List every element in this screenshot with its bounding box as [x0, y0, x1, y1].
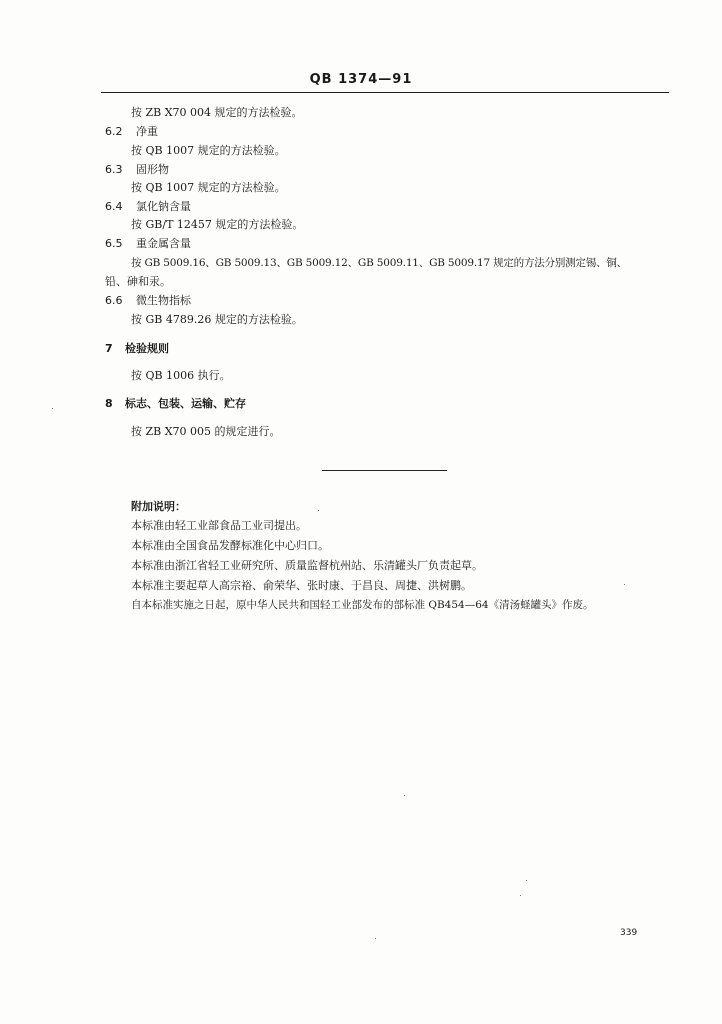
notes-line: 本标准主要起草人高宗裕、俞荣华、张时康、于昌良、周捷、洪树鹏。	[131, 579, 472, 592]
section-text: 按 ZB X70 004 规定的方法检验。	[131, 106, 303, 119]
notes-title: 附加说明：	[131, 500, 186, 513]
section-number: 6.3	[105, 163, 123, 176]
section-text: 铅、砷和汞。	[105, 275, 171, 288]
section-text: 按 QB 1007 规定的方法检验。	[131, 181, 286, 194]
separator-rule	[322, 470, 447, 471]
standard-code-header: QB 1374—91	[309, 72, 413, 87]
section-number: 6.5	[105, 237, 123, 250]
notes-line: 本标准由浙江省轻工业研究所、质量监督杭州站、乐清罐头厂负责起草。	[131, 559, 483, 572]
page-number: 339	[620, 928, 638, 938]
section-number: 6.4	[105, 200, 123, 213]
section-number: 6.2	[105, 125, 123, 138]
section-text: 按 GB/T 12457 规定的方法检验。	[131, 218, 304, 231]
section-title: 固形物	[136, 163, 169, 176]
chapter-title: 标志、包装、运输、贮存	[125, 397, 246, 410]
section-title: 净重	[136, 125, 158, 138]
scan-speck	[375, 938, 376, 939]
chapter-title: 检验规则	[125, 342, 169, 355]
section-number: 6.6	[105, 294, 123, 307]
section-title: 氯化钠含量	[136, 200, 191, 213]
scan-speck	[52, 408, 53, 409]
section-text: 按 GB 5009.16、GB 5009.13、GB 5009.12、GB 5009.11、GB 5009.17 规定的方法分别测定锡、铜、	[131, 257, 627, 269]
section-title: 重金属含量	[136, 237, 191, 250]
scan-speck	[526, 880, 527, 881]
header-rule	[101, 92, 669, 93]
section-text: 按 QB 1006 执行。	[131, 369, 231, 382]
chapter-number: 8	[105, 397, 113, 410]
scan-speck	[520, 895, 521, 896]
notes-line: 本标准由全国食品发酵标准化中心归口。	[131, 539, 329, 552]
scan-speck	[318, 510, 319, 511]
section-text: 按 GB 4789.26 规定的方法检验。	[131, 313, 303, 326]
section-text: 按 QB 1007 规定的方法检验。	[131, 144, 286, 157]
chapter-number: 7	[105, 342, 113, 355]
notes-line: 自本标准实施之日起，原中华人民共和国轻工业部发布的部标准 QB454—64《清汤蛏罐头》作废。	[131, 599, 594, 611]
scan-speck	[404, 795, 405, 796]
section-text: 按 ZB X70 005 的规定进行。	[131, 425, 281, 438]
notes-line: 本标准由轻工业部食品工业司提出。	[131, 519, 307, 532]
scan-speck	[624, 584, 625, 585]
section-title: 微生物指标	[136, 294, 191, 307]
